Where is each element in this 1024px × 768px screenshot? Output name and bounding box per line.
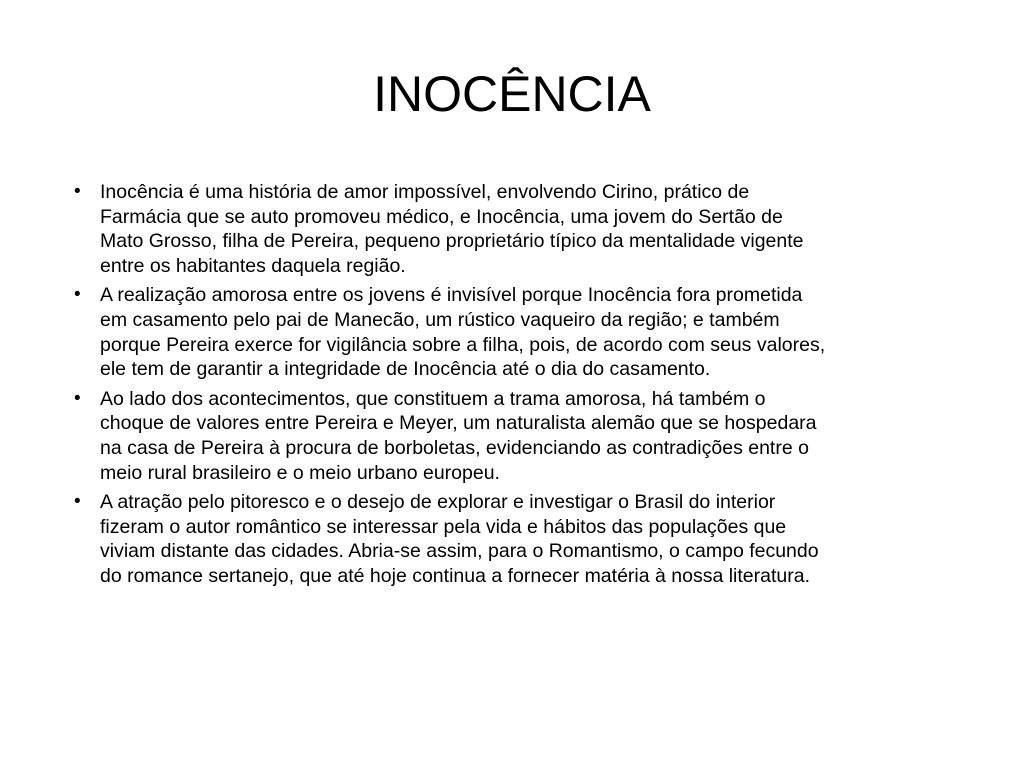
slide-title: INOCÊNCIA	[373, 66, 651, 122]
bullet-text-line: em casamento pelo pai de Manecão, um rústico vaqueiro da região; e também	[100, 308, 780, 331]
bullet-text-line: meio rural brasileiro e o meio urbano europeu.	[100, 461, 500, 484]
bullet-text-line: ele tem de garantir a integridade de Inocência até o dia do casamento.	[100, 358, 711, 381]
bullet-text-line: A atração pelo pitoresco e o desejo de explorar e investigar o Brasil do interior	[100, 491, 776, 514]
bullet-text-line: Inocência é uma história de amor impossível, envolvendo Cirino, prático de	[100, 181, 750, 203]
bullet-text-line: fizeram o autor romântico se interessar pela vida e hábitos das populações que	[100, 515, 787, 538]
bullet-item	[74, 387, 974, 485]
bullet-text-line: do romance sertanejo, que até hoje continua a fornecer matéria à nossa literatura.	[100, 564, 811, 587]
bullet-item	[74, 283, 974, 381]
bullet-icon: •	[74, 491, 81, 513]
bullet-text-line: Farmácia que se auto promoveu médico, e Inocência, uma jovem do Sertão de	[100, 205, 783, 228]
bullet-item	[74, 490, 974, 588]
bullet-text-line: Mato Grosso, filha de Pereira, pequeno proprietário típico da mentalidade vigente	[100, 230, 804, 253]
bullet-icon: •	[74, 284, 81, 306]
bullet-text-line: entre os habitantes daquela região.	[100, 254, 406, 277]
bullet-item	[74, 180, 974, 278]
bullet-text-line: A realização amorosa entre os jovens é invisível porque Inocência fora prometida	[100, 284, 803, 307]
bullet-text-line: Ao lado dos acontecimentos, que constituem a trama amorosa, há também o	[100, 387, 766, 410]
bullet-icon: •	[74, 387, 81, 409]
bullet-list	[74, 180, 974, 594]
bullet-text-line: choque de valores entre Pereira e Meyer, um naturalista alemão que se hospedara	[100, 412, 817, 435]
bullet-text-line: na casa de Pereira à procura de borboletas, evidenciando as contradições entre o	[100, 436, 809, 459]
bullet-text-line: porque Pereira exerce for vigilância sobre a filha, pois, de acordo com seus valores,	[100, 333, 826, 356]
bullet-text-line: viviam distante das cidades. Abria-se assim, para o Romantismo, o campo fecundo	[100, 540, 819, 563]
bullet-icon: •	[74, 181, 81, 202]
